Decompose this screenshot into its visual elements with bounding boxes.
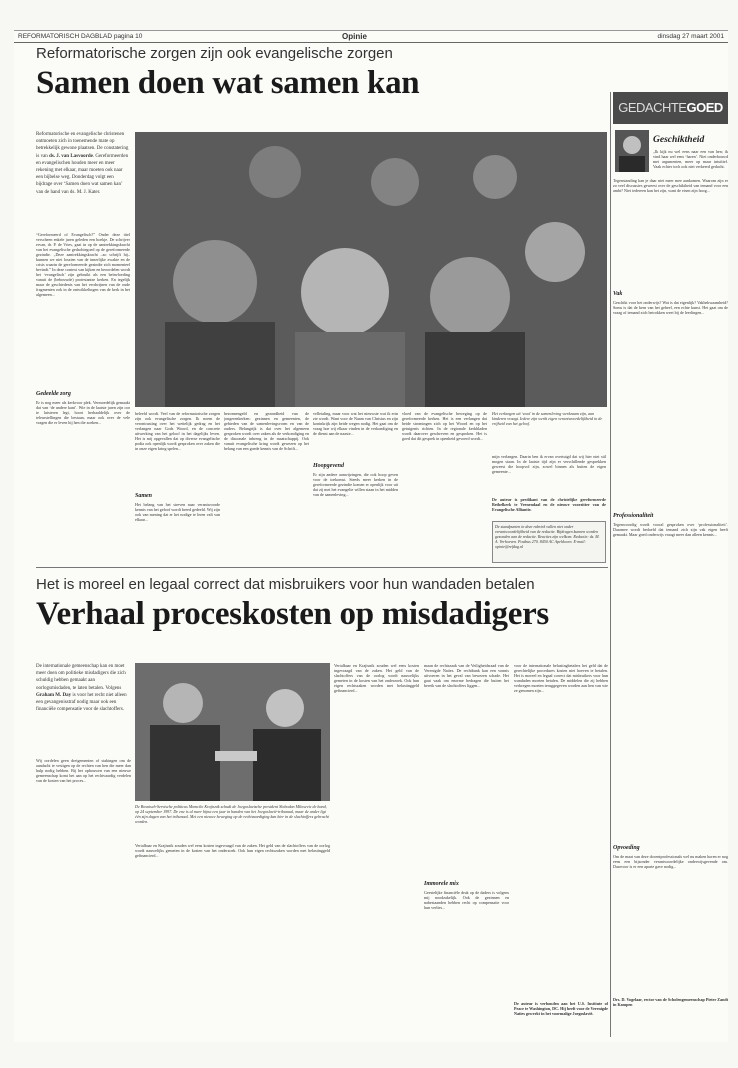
sidebar-title: Geschiktheid <box>653 135 705 145</box>
article2-kicker: Het is moreel en legaal correct dat misbruikers voor hun wandaden betalen <box>36 576 535 593</box>
article1-headline: Samen doen wat samen kan <box>36 65 420 101</box>
newspaper-page <box>14 30 728 1042</box>
lede2-text: De internationale gemeenschap kan en moet meer doen om politieke misdadigers die zich schuldig hebben gemaakt aan oorlogsmisdaden, te laten betalen. Volgens <box>36 664 126 691</box>
article2-lede <box>36 663 131 753</box>
sidebar-body4: Om de maat van deze docentprofessionals wel nu maken horen er nog eens een bijzonder verantwoordelijke onderwijsgevende om. Daarvoor is er een aparte gave nodig... <box>613 854 728 869</box>
article1-subhead-gedeelde-zorg: Gedeelde zorg <box>36 391 71 397</box>
article2-col2: Vertalbaar en Krajisnik zouden wel eens kosten ingevraagd van de zaken. Het geld van de slachtoffers van de oorlog wordt nauwelijks gemeten in de kosten van het onderzoek. Ook hun eigen rechtszaken worden met belastinggeld gefinancierd... <box>135 843 330 858</box>
sidebar-body: Tegenstanding kan je daar niet meer mee aankomen. Waarom zijn er zo veel discussies geweest over de geschiktheid van iemand voor een ambt? Niet iedereen kan het zijn, want de eisen zijn hoog... <box>613 178 728 193</box>
gedachtegoed-sidebar <box>613 92 728 1032</box>
running-head <box>14 31 728 43</box>
article1-col4: velletaling, maar voor wat het nieuwste wat ik erin zie wordt. Want voor de Naam van Christus en zijn koninkrijk zijn beide wegen nodig. Het gaat om de vraag hoe wij elkaar vinden in de verkondiging en de dienst aan de naaste... <box>313 411 398 436</box>
article1-photo-caption: Het verlangen uit ‘zout’ in de samenleving werkzaam zijn, aan kinderen vraagt. Iedere zijn werkt eigen verantwoordelijkheid in de vrijheid van het geloof. <box>492 411 603 426</box>
lede-author: ds. J. van Lasvoorde <box>49 153 93 159</box>
article1-boxed-note: De standpunten in deze rubriek vallen niet onder verantwoordelijkheid van de redactie. Bijdragen kunnen worden gezonden aan de redactie. Reacties zijn welkom. Redactie: ds. M. A. Verhoeven. Postbus 270. 8450 AC Apeldoorn. E-mail: opinie@refdag.nl <box>492 521 606 563</box>
sidebar-author: Drs. D. Vogelaar, rector van de Scholengemeenschap Pieter Zandt in Kampen <box>613 997 728 1007</box>
sidebar-subhead-opvoeding: Opvoeding <box>613 845 640 851</box>
article-divider <box>36 567 608 568</box>
author-portrait-art <box>615 130 649 172</box>
article1-col6: mijn verlangen. Daarin ben ik ervan overtuigd dat wij hier niet stil mogen staan. In de laatste tijd zijn er verschillende gesprekken geweest die hoopvol zijn, zowel binnen als buiten de eigen gemeente... <box>492 454 606 474</box>
article1-col3: bezonnengeld en gezondheid van de jongerenkerken: gezinnen en gemeenten, de gebieden van de samenlevingsvorm en van de ouders. Belangrijk is dat over het algemeen gesproken wordt over zaken als de verkondiging en de diaconale inbreng in de maatschappij. Ook vanuit evangelische kring wordt gewezen op het belang van een goede kennis van de Schrift... <box>224 411 309 451</box>
sidebar-body3: Tegenwoordig wordt vooral gesproken over ‘professionaliteit’. Daarmee wordt bedoeld dat iemand zich zijn vak eigen heeft gemaakt. Maar goed onderwijs vraagt meer dan alleen kennis... <box>613 522 728 537</box>
lede-text: Reformatorische en evangelische christenen ontmoeten zich in toenemende mate op betrekkelijk gewone plaatsen. De constatering is van <box>36 132 129 159</box>
running-head-section: Opinie <box>342 32 367 41</box>
article1-lede <box>36 131 130 229</box>
sidebar-subhead-professionaliteit: Professionaliteit <box>613 513 654 519</box>
lede2-author: Graham M. Day <box>36 692 72 698</box>
running-head-date: dinsdag 27 maart 2001 <box>657 33 724 40</box>
article1-subhead-hoopgevend: Hoopgevend <box>313 463 344 469</box>
handshake-photo <box>135 663 330 801</box>
banner-left: GEDACHTE <box>618 100 687 115</box>
article2-photo-caption: De Bosnisch-Servische politicus Momcilo Krajisnik schudt de Joegoslavische president Slobodan Milosevic de hand, op 24 september 1997. De ene is al meer bijna een jaar in handen van het Joegoslavië-tribunaal, maar de ander ligt één zijn dagen van het tribunaal. Met een nieuwe beweging op de rechtvaardiging kan hier in de slachtoffers gebracht worden. <box>135 804 329 824</box>
article1-col5: vloed van de evangelische beweging op de gereformeerde kerken. Het is een verlangen dat beide stromingen zich op het Woord en op het getuigenis richten. In de regionale kerkbladen wordt daarover geschreven en gesproken. Het is goed dat dit gesprek in openheid gevoerd wordt... <box>402 411 487 441</box>
banner-right: GOED <box>686 100 723 115</box>
sidebar-subhead-vak: Vak <box>613 291 623 297</box>
article1-col4-more: Er zijn andere aanwijzingen, die ook hoop geven voor de toekomst. Steeds meer kerken in de gereformeerde gezindte komen er openlijk voor uit dat zij met het evangelie willen staan in het midden van de samenleving... <box>313 472 398 497</box>
article2-author-note: De auteur is verbonden aan het U.S. Institute of Peace te Washington, DC. Hij heeft voor de Verenigde Naties gewerkt in het voormalige Joegoslavië. <box>514 1001 608 1016</box>
article2-col4: voor de internationale belastingbetalers het geld dat de gerechtelijke procedures kosten niet hoeven te betalen. Het is moreel en legaal correct dat misbruikers voor hun wandaden moeten betalen. De middelen die zij hebben verkregen moeten teruggegeven worden aan hen van wie ze genomen zijn... <box>514 663 608 693</box>
article1-col2: beleefd wordt. Veel van de reformatorische zorgen zijn ook evangelische zorgen. Ik noem de verontrusting over het wettelijk gedrag en het verlangen naar Gods Woord, en de concrete uitwerking van het geloof in het dagelijks leven. Het is mij opgevallen dat op diverse evangelische podia ook openlijk wordt gesproken over zaken die in onze eigen kring spelen... <box>135 411 220 451</box>
article1-author-note: De auteur is predikant van de christelijke gereformeerde Bethelkerk te Veenendaal en de nieuwe voorzitter van de Evangelische Alliantie. <box>492 497 606 512</box>
article2-headline: Verhaal proceskosten op misdadigers <box>36 596 549 632</box>
running-head-paper: REFORMATORISCH DAGBLAD pagina 10 <box>18 33 143 40</box>
handshake-photo-art <box>135 663 330 801</box>
article1-col1-more: Er is nog meer als kerkvoor plek. Vermoedelijk gemaakt dat van ‘de andere kant’. Wie in de laatste jaren zijn oor te luisteren legt, hoort herhaaldelijk over de teleurstellingen die bestaan, maar ook over de vele vragen die er leven bij hen die zoeken... <box>36 400 130 425</box>
article1-subhead-samen: Samen <box>135 493 153 499</box>
sidebar-banner <box>613 92 728 124</box>
article2-col3-more: Geestelijke financiële druk op de daders is volgens mij noodzakelijk. Ook de gezinnen en nabestaanden hebben recht op compensatie voor hun verlies... <box>424 890 509 910</box>
sidebar-rule <box>610 92 611 1037</box>
children-photo-art <box>135 132 607 407</box>
article1-col1: “Gereformeerd of Evangelisch?” Onder deze titel verscheen enkele jaren geleden een boekje. De schrijver ervan, dr. P. de Vries, gaat in op de aantrekkingskracht van het evangelische gedachtegoed op de gereformeerde gezindte. „Deze aantrekkingskracht –zo schrijft hij– kunnen we niet loszien van de innerlijke zwakte en de crisis waarin de gereformeerde gezindte zich momenteel bevindt.” In deze context van kijken en beoordelen wordt het ‘evangelisch’ zijn gebruikt als een beïnvloeding vanuit de (bebouwde) protestantse kerken. En tegelijk maar de geschiedenis van het verdwijnen van de oude fragmenten ook in de ontwikkelingen van de kerk in het algemeen... <box>36 232 130 297</box>
sidebar-body2: Geschikt voor het onderwijs? Wat is dat eigenlijk? Vakbekwaamheid? Soms is dat de kern van het geheel, een echte kunst. Het gaat om de vraag of iemand zich betrokken weet bij de leerlingen... <box>613 300 728 315</box>
article2-col3: maan de rechtszaak van de Veiligheidsraad van de Verenigde Naties. De rechtbank kan een vonnis uitvoeren in het geval van bewezen schade. Het gaat vaak om enorme bedragen die buiten het bereik van de slachtoffers liggen... <box>424 663 509 688</box>
sidebar-quote-1: „Ik kijk nu wel eens naar een van hen; ik vind haar wel eens ‘haren’. Niet onderbouwd met argumenten, meer op maar intuïtief. Vaak echter toch ook niet verkeerd gedacht. <box>653 149 728 169</box>
children-photo <box>135 132 607 407</box>
article1-col2-more: Het belang van het streven naar verantwoorde kennis van het geloof wordt breed gedeeld. Wij zijn ook van mening dat er het nodige te leren valt van elkaar... <box>135 502 220 522</box>
article2-subhead-immorele-mix: Immorele mix <box>424 881 459 887</box>
article2-col2b: Vertalbaar en Krajisnik zouden wel eens kosten ingevraagd van de zaken. Het geld van de slachtoffers van de oorlog wordt nauwelijks gemeten in de kosten van het onderzoek. Ook hun eigen rechtszaken worden met belastinggeld gefinancierd... <box>334 663 419 693</box>
article1-kicker: Reformatorische zorgen zijn ook evangelische zorgen <box>36 45 393 62</box>
author-portrait <box>615 130 649 172</box>
lede-text-end: . Gereformeerden en evangelischen houden meer en meer rekening met elkaar, maar moeten ook naar een bijbelse weg. Donderdag volgt een bijdrage over ‘Samen doen wat samen kan’ van de hand van ds. M. J. Kater. <box>36 153 129 195</box>
lede2-text-end: is voor het recht niet alleen een gevangenisstraf nodig maar ook een financiële compensatie voor de slachtoffers. <box>36 692 127 713</box>
article2-col1: Wij oordelen geen dreigementen of stakingen om de aandacht te vestigen op de rechten van hen die meer dan hulp nodig hebben. Bij het opbouwen van een nieuwe gemeenschap komt het aan op het rechtvaardig verdelen van de kosten van het proces... <box>36 758 131 783</box>
